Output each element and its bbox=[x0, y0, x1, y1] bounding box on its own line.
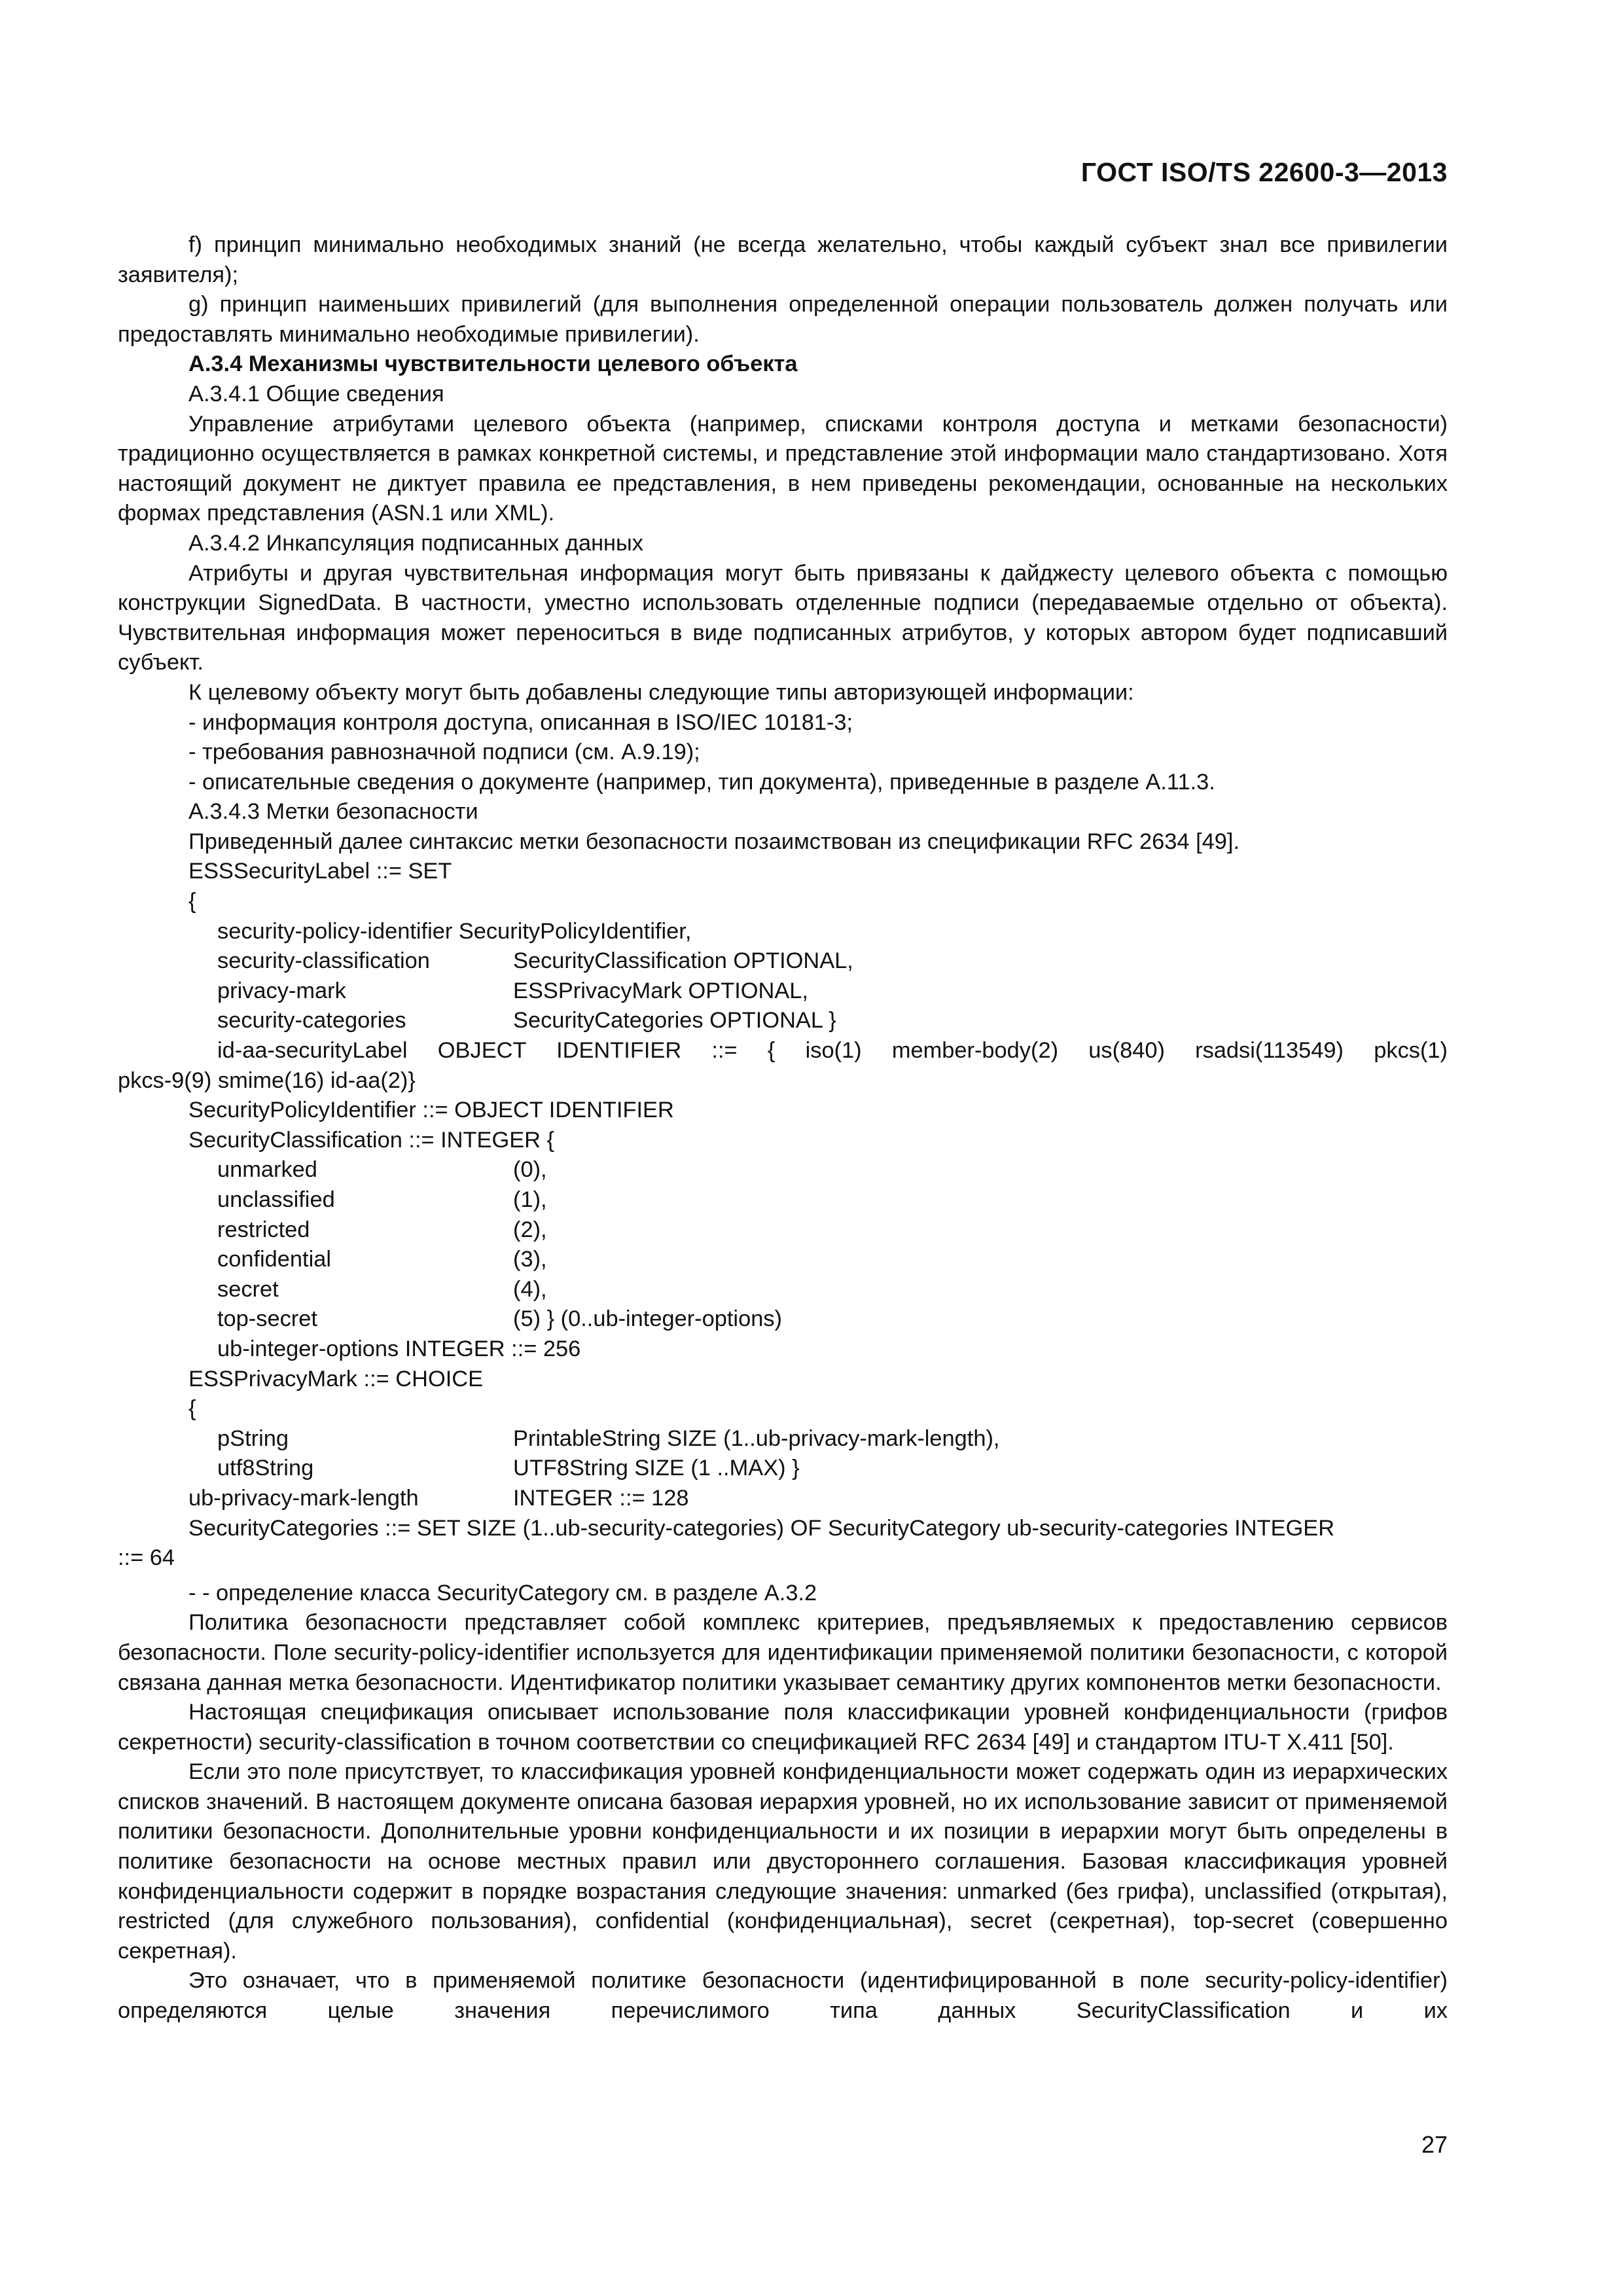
code-line bbox=[118, 946, 1448, 977]
code-line: SecurityClassification ::= INTEGER { bbox=[188, 1127, 555, 1153]
paragraph: Это означает, что в применяемой политике безопасности (идентифицированной в поле security-policy-identifier) определяются целые значения перечислимого типа данных SecurityClassification и их bbox=[118, 1968, 1448, 2024]
code-key: security-categories bbox=[217, 1008, 406, 1033]
code-value: ESSPrivacyMark OPTIONAL, bbox=[513, 978, 808, 1003]
code-line bbox=[118, 1454, 1448, 1484]
code-value: (2), bbox=[513, 1217, 547, 1242]
code-line bbox=[118, 1275, 1448, 1305]
code-line bbox=[118, 1484, 1448, 1514]
code-key: ub-privacy-mark-length bbox=[188, 1485, 419, 1511]
code-line bbox=[118, 1215, 1448, 1246]
code-line: ::= 64 bbox=[118, 1545, 175, 1571]
code-line: security-policy-identifier SecurityPolicyIdentifier, bbox=[217, 918, 692, 944]
code-key: top-secret bbox=[217, 1306, 317, 1332]
code-value: (3), bbox=[513, 1247, 547, 1272]
paragraph: Управление атрибутами целевого объекта (например, списками контроля доступа и метками безопасности) традиционно осуществляется в рамках конкретной системы, и представление этой информации мало стандартизовано. Хотя настоящий документ не диктует правила ее представления, в нем приведены рекомендации, основанные на нескольких формах представления (ASN.1 или XML). bbox=[118, 411, 1448, 526]
subsection-heading-a343: А.3.4.3 Метки безопасности bbox=[188, 799, 478, 825]
paragraph: Атрибуты и другая чувствительная информация могут быть привязаны к дайджесту целевого объекта с помощью конструкции SignedData. В частности, уместно использовать отделенные подписи (передаваемые отдельно от объекта). Чувствительная информация может переноситься в виде подписанных атрибутов, у которых автором будет подписавший субъект. bbox=[118, 560, 1448, 675]
code-key: unclassified bbox=[217, 1187, 335, 1212]
bullet-item: - требования равнозначной подписи (см. А.9.19); bbox=[188, 740, 700, 765]
subsection-heading-a342: А.3.4.2 Инкапсуляция подписанных данных bbox=[188, 530, 643, 556]
paragraph: Политика безопасности представляет собой комплекс критериев, предъявляемых к предоставлению сервисов безопасности. Поле security-policy-identifier используется для идентификации применяемой политики безопасности, с которой связана данная метка безопасности. Идентификатор политики указывает семантику других компонентов метки безопасности. bbox=[118, 1610, 1448, 1695]
code-line: { bbox=[188, 889, 196, 914]
code-key: security-classification bbox=[217, 948, 430, 974]
code-line: { bbox=[188, 1396, 196, 1422]
bullet-item: - описательные сведения о документе (например, тип документа), приведенные в разделе А.11.3. bbox=[188, 769, 1215, 795]
code-line: ESSSecurityLabel ::= SET bbox=[188, 859, 452, 884]
code-line: ub-integer-options INTEGER ::= 256 bbox=[217, 1336, 581, 1361]
paragraph: Приведенный далее синтаксис метки безопасности позаимствован из спецификации RFC 2634 [49]. bbox=[188, 829, 1240, 854]
code-value: INTEGER ::= 128 bbox=[513, 1485, 689, 1511]
code-line: id-aa-securityLabel OBJECT IDENTIFIER ::= { iso(1) member-body(2) us(840) rsadsi(113549) pkcs(1) bbox=[217, 1038, 1448, 1064]
code-value: SecurityClassification OPTIONAL, bbox=[513, 948, 853, 974]
code-value: (1), bbox=[513, 1187, 547, 1212]
code-line bbox=[118, 1245, 1448, 1275]
code-key: utf8String bbox=[217, 1456, 314, 1481]
code-comment: - - определение класса SecurityCategory см. в разделе А.3.2 bbox=[188, 1580, 817, 1605]
code-key: unmarked bbox=[217, 1157, 317, 1183]
code-line: pkcs-9(9) smime(16) id-aa(2)} bbox=[118, 1067, 416, 1093]
paragraph: К целевому объекту могут быть добавлены следующие типы авторизующей информации: bbox=[188, 679, 1134, 705]
document-header: ГОСТ ISO/TS 22600-3—2013 bbox=[1080, 157, 1448, 187]
code-line bbox=[118, 977, 1448, 1007]
code-line bbox=[118, 1304, 1448, 1335]
code-line: ESSPrivacyMark ::= CHOICE bbox=[188, 1366, 484, 1391]
code-key: restricted bbox=[217, 1217, 310, 1242]
list-item-f: f) принцип минимально необходимых знаний (не всегда желательно, чтобы каждый субъект знал все привилегии заявителя); bbox=[118, 232, 1448, 287]
code-key: confidential bbox=[217, 1247, 331, 1272]
code-line bbox=[118, 1424, 1448, 1454]
code-line bbox=[118, 1006, 1448, 1036]
paragraph: Если это поле присутствует, то классификация уровней конфиденциальности может содержать один из иерархических списков значений. В настоящем документе описана базовая иерархия уровней, но их использование зависит от применяемой политики безопасности. Дополнительные уровни конфиденциальности и их позиции в иерархии могут быть определены в политике безопасности на основе местных правил или двустороннего соглашения. Базовая классификация уровней конфиденциальности содержит в порядке возрастания следующие значения: unmarked (без грифа), unclassified (открытая), restricted (для служебного пользования), confidential (конфиденциальная), secret (секретная), top-secret (совершенно секретная). bbox=[118, 1759, 1448, 1964]
code-line bbox=[118, 1155, 1448, 1185]
code-value: (4), bbox=[513, 1276, 547, 1302]
code-key: pString bbox=[217, 1426, 289, 1451]
code-value: (5) } (0..ub-integer-options) bbox=[513, 1306, 782, 1332]
page-number: 27 bbox=[1421, 2131, 1448, 2158]
document-body bbox=[118, 230, 1448, 2026]
paragraph: Настоящая спецификация описывает использование поля классификации уровней конфиденциальности (грифов секретности) security-classification в точном соответствии со спецификацией RFC 2634 [49] и стандартом ITU-T X.411 [50]. bbox=[118, 1700, 1448, 1755]
code-line bbox=[118, 1185, 1448, 1215]
code-value: UTF8String SIZE (1 ..MAX) } bbox=[513, 1456, 800, 1481]
list-item-g: g) принцип наименьших привилегий (для выполнения определенной операции пользователь должен получать или предоставлять минимально необходимые привилегии). bbox=[118, 292, 1448, 347]
code-line: SecurityPolicyIdentifier ::= OBJECT IDENTIFIER bbox=[188, 1098, 674, 1123]
code-key: secret bbox=[217, 1276, 279, 1302]
subsection-heading-a341: А.3.4.1 Общие сведения bbox=[188, 381, 444, 406]
code-value: (0), bbox=[513, 1157, 547, 1183]
code-value: PrintableString SIZE (1..ub-privacy-mark-length), bbox=[513, 1426, 1000, 1451]
section-heading-a34: А.3.4 Механизмы чувствительности целевого объекта bbox=[188, 351, 798, 377]
code-key: privacy-mark bbox=[217, 978, 346, 1003]
bullet-item: - информация контроля доступа, описанная в ISO/IEC 10181-3; bbox=[188, 709, 853, 735]
code-line: SecurityCategories ::= SET SIZE (1..ub-security-categories) OF SecurityCategory ub-security-categories INTEGER bbox=[188, 1515, 1335, 1541]
code-value: SecurityCategories OPTIONAL } bbox=[513, 1008, 836, 1033]
